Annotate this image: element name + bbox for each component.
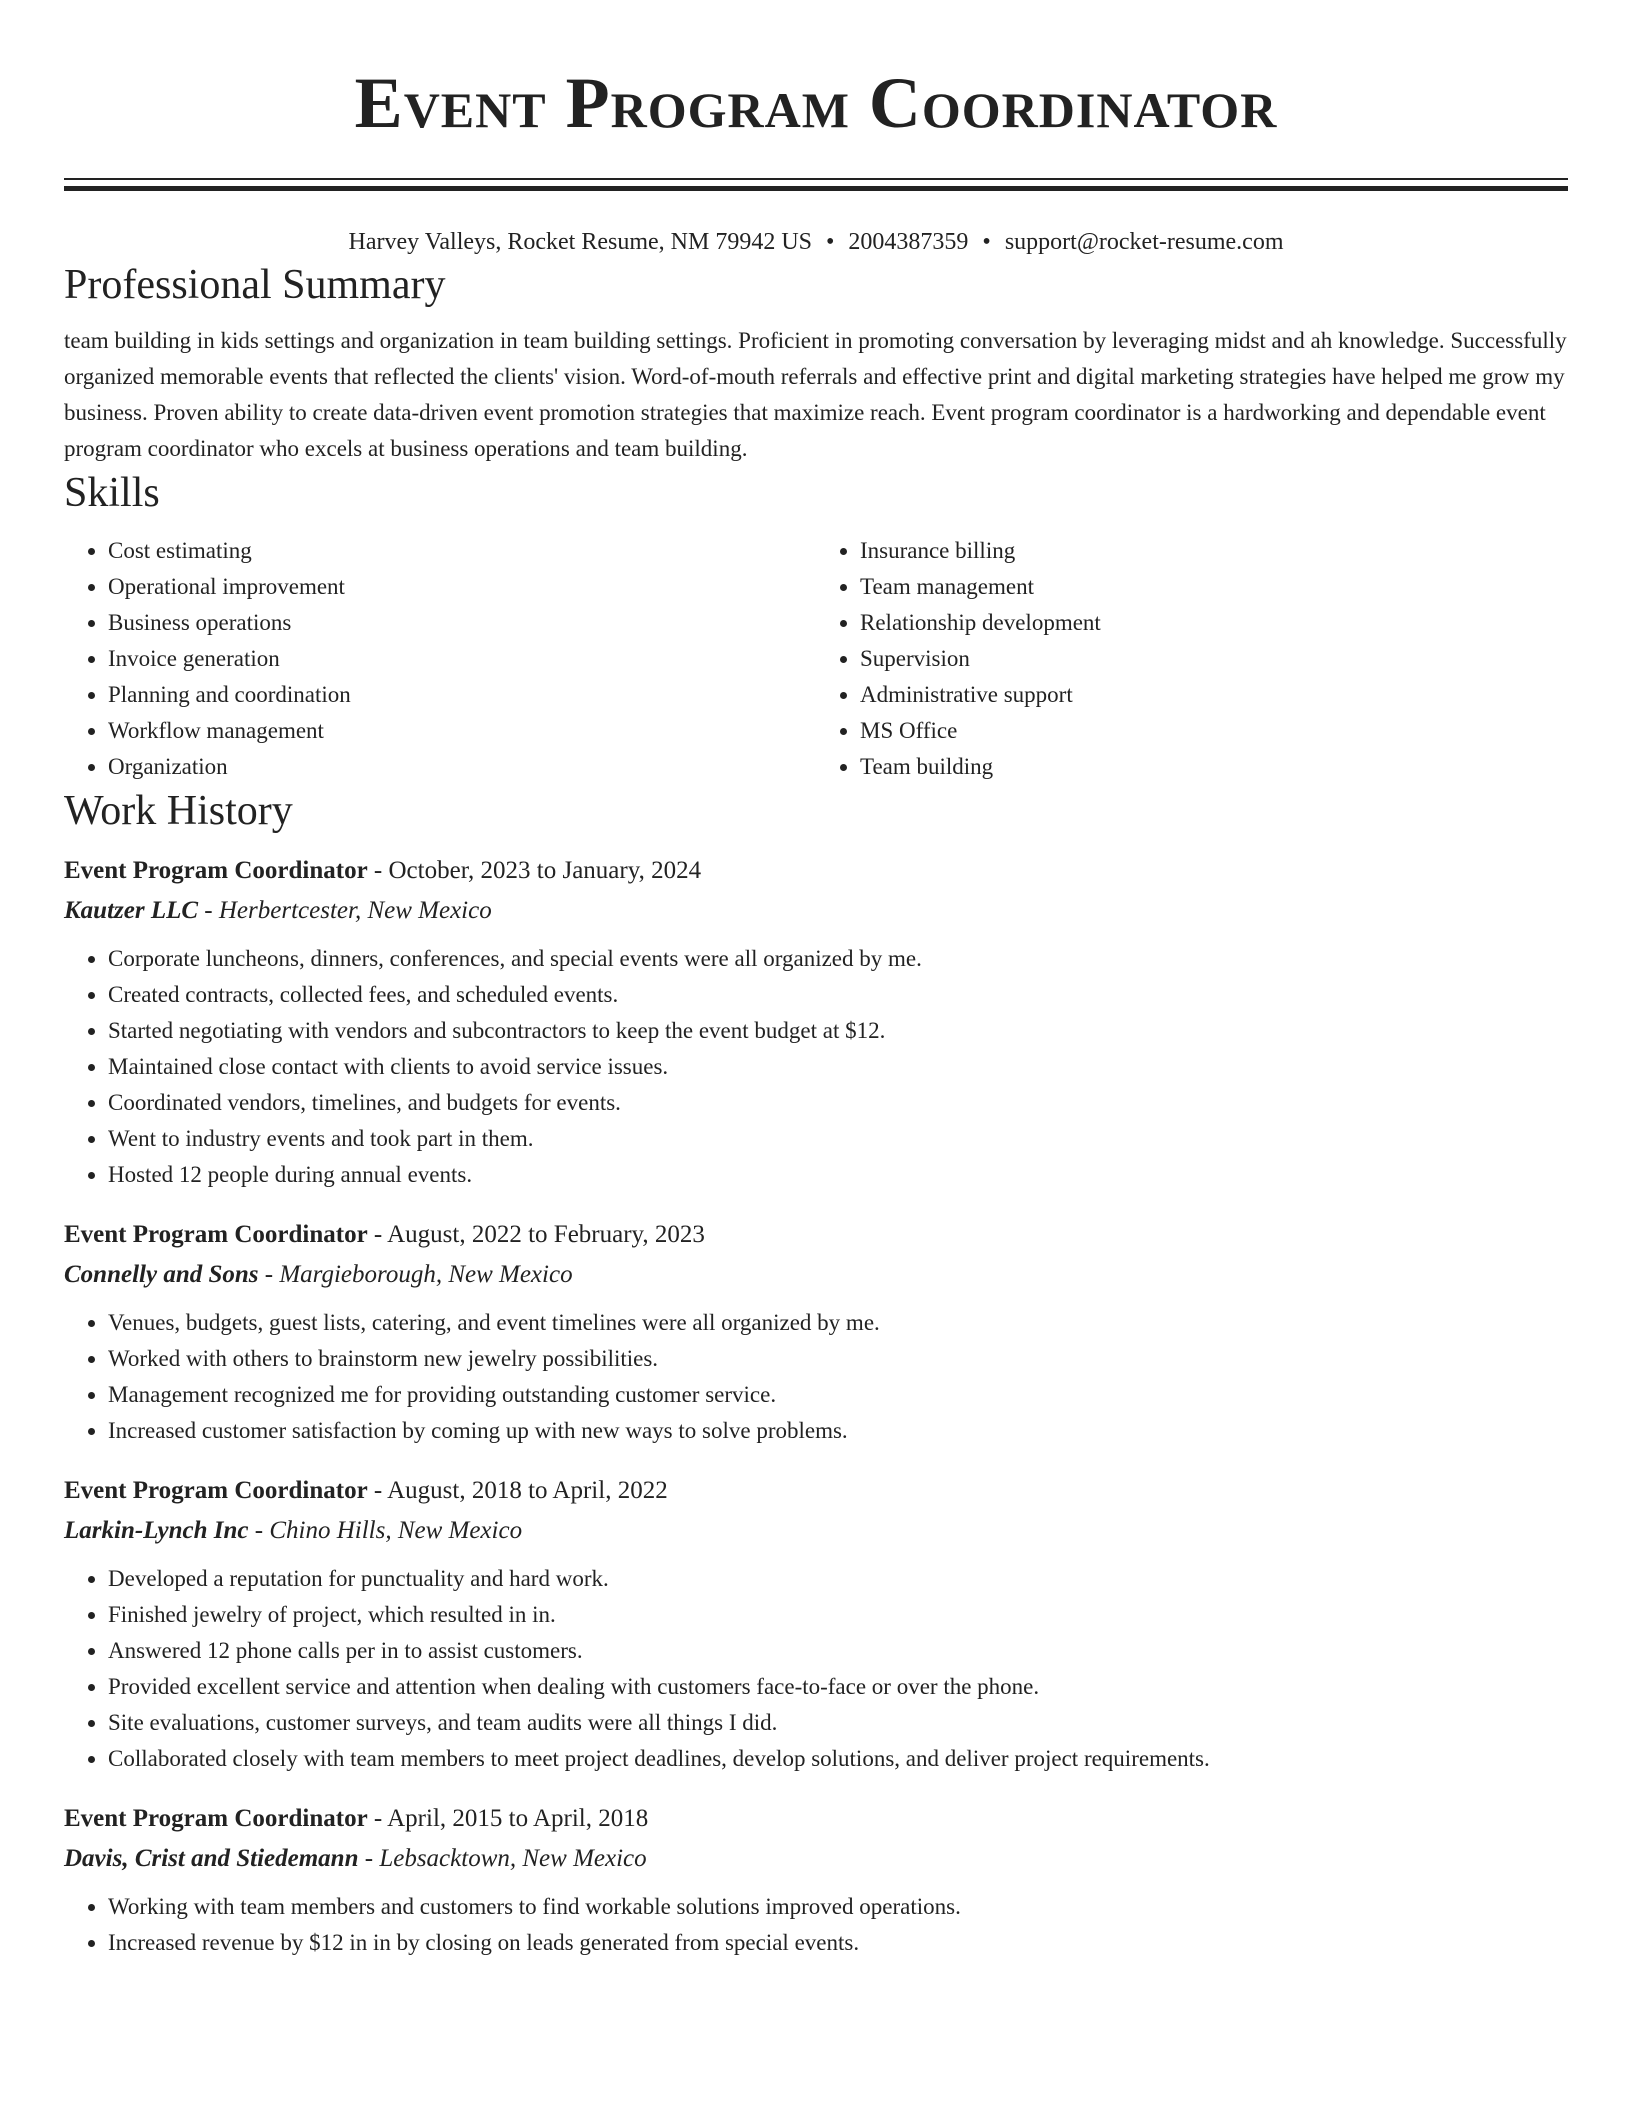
skill-item: • Supervision [860,641,1568,677]
job-bullet: • Maintained close contact with clients to avoid service issues. [108,1049,1568,1085]
skill-item: • Cost estimating [108,533,816,569]
job-role: Event Program Coordinator [64,857,368,884]
job-entry [64,851,1568,1193]
job-title-line: Event Program Coordinator - August, 2018 to April, 2022 [64,1477,668,1504]
job-bullet: • Developed a reputation for punctuality and hard work. [108,1561,1568,1597]
work-history-list [64,851,1568,1961]
job-company-line: Kautzer LLC - Herbertcester, New Mexico [64,897,492,924]
skill-item: • Team management [860,569,1568,605]
job-location: Margieborough, New Mexico [279,1261,573,1288]
job-bullets [64,941,1568,1193]
job-bullet: • Hosted 12 people during annual events. [108,1157,1568,1193]
job-bullet: • Corporate luncheons, dinners, conferences, and special events were all organized by me. [108,941,1568,977]
job-title-line: Event Program Coordinator - October, 2023 to January, 2024 [64,857,702,884]
job-bullet: • Management recognized me for providing outstanding customer service. [108,1377,1568,1413]
job-bullet: • Started negotiating with vendors and subcontractors to keep the event budget at $12. [108,1013,1568,1049]
skill-item: • Relationship development [860,605,1568,641]
summary-heading: Professional Summary [64,262,446,308]
skill-item: • Organization [108,749,816,785]
job-company: Kautzer LLC [64,897,199,924]
contact-separator: • [982,229,991,255]
job-role: Event Program Coordinator [64,1221,368,1248]
job-company-line: Connelly and Sons - Margieborough, New Mexico [64,1261,573,1288]
job-company: Connelly and Sons [64,1261,259,1288]
job-bullet: • Working with team members and customers to find workable solutions improved operations. [108,1889,1568,1925]
job-role: Event Program Coordinator [64,1477,368,1504]
job-bullet: • Worked with others to brainstorm new jewelry possibilities. [108,1341,1568,1377]
summary-text: team building in kids settings and organization in team building settings. Proficient in promoting conversation by leveraging midst and ah knowledge. Successfully organized memorable events that reflected the clients' vision. Word-of-mouth referrals and effective print and digital marketing strategies have helped me grow my business. Proven ability to create data-driven event promotion strategies that maximize reach. Event program coordinator is a hardworking and dependable event program coordinator who excels at business operations and team building. [64,328,1567,461]
skill-item: • Insurance billing [860,533,1568,569]
job-bullet: • Increased revenue by $12 in in by closing on leads generated from special events. [108,1925,1568,1961]
job-entry [64,1799,1568,1961]
skill-item: • Planning and coordination [108,677,816,713]
job-bullet: • Increased customer satisfaction by coming up with new ways to solve problems. [108,1413,1568,1449]
job-company: Larkin-Lynch Inc [64,1517,249,1544]
job-dates: October, 2023 to January, 2024 [388,857,702,884]
job-title-line: Event Program Coordinator - August, 2022 to February, 2023 [64,1221,705,1248]
contact-address: Harvey Valleys, Rocket Resume, NM 79942 US [348,229,812,255]
job-bullet: • Collaborated closely with team members to meet project deadlines, develop solutions, and deliver project requirements. [108,1741,1568,1777]
skill-item: • Team building [860,749,1568,785]
job-title-line: Event Program Coordinator - April, 2015 to April, 2018 [64,1805,649,1832]
job-company: Davis, Crist and Stiedemann [64,1845,359,1872]
job-bullet: • Went to industry events and took part in them. [108,1121,1568,1157]
skill-item: • Invoice generation [108,641,816,677]
job-bullet: • Coordinated vendors, timelines, and budgets for events. [108,1085,1568,1121]
job-entry [64,1471,1568,1777]
job-dates: August, 2018 to April, 2022 [387,1477,668,1504]
header-divider-thin [64,178,1568,180]
header-divider-thick [64,186,1568,191]
skills-columns [64,533,1568,785]
job-company-line: Davis, Crist and Stiedemann - Lebsacktown, New Mexico [64,1845,647,1872]
skill-item: • Operational improvement [108,569,816,605]
job-bullets [64,1561,1568,1777]
contact-email: support@rocket-resume.com [1004,229,1284,255]
job-bullets [64,1305,1568,1449]
skills-heading: Skills [64,470,160,516]
candidate-name: Event Program Coordinator [354,63,1278,143]
job-dates: August, 2022 to February, 2023 [387,1221,705,1248]
job-bullet: • Finished jewelry of project, which resulted in in. [108,1597,1568,1633]
job-bullet: • Site evaluations, customer surveys, and team audits were all things I did. [108,1705,1568,1741]
skill-item: • MS Office [860,713,1568,749]
job-bullet: • Created contracts, collected fees, and scheduled events. [108,977,1568,1013]
job-dates: April, 2015 to April, 2018 [387,1805,649,1832]
skill-item: • Business operations [108,605,816,641]
job-bullets [64,1889,1568,1961]
skills-list-left [64,533,816,785]
skills-list-right [816,533,1568,785]
job-location: Lebsacktown, New Mexico [379,1845,647,1872]
job-company-line: Larkin-Lynch Inc - Chino Hills, New Mexico [64,1517,523,1544]
job-location: Chino Hills, New Mexico [269,1517,523,1544]
contact-separator: • [826,229,835,255]
job-bullet: • Venues, budgets, guest lists, catering, and event timelines were all organized by me. [108,1305,1568,1341]
job-bullet: • Provided excellent service and attention when dealing with customers face-to-face or over the phone. [108,1669,1568,1705]
skill-item: • Administrative support [860,677,1568,713]
skill-item: • Workflow management [108,713,816,749]
contact-phone: 2004387359 [848,229,969,255]
resume-page [64,0,1568,1961]
work-history-heading: Work History [64,788,293,834]
contact-line [64,225,1568,259]
job-bullet: • Answered 12 phone calls per in to assist customers. [108,1633,1568,1669]
job-role: Event Program Coordinator [64,1805,368,1832]
job-entry [64,1215,1568,1449]
job-location: Herbertcester, New Mexico [218,897,492,924]
